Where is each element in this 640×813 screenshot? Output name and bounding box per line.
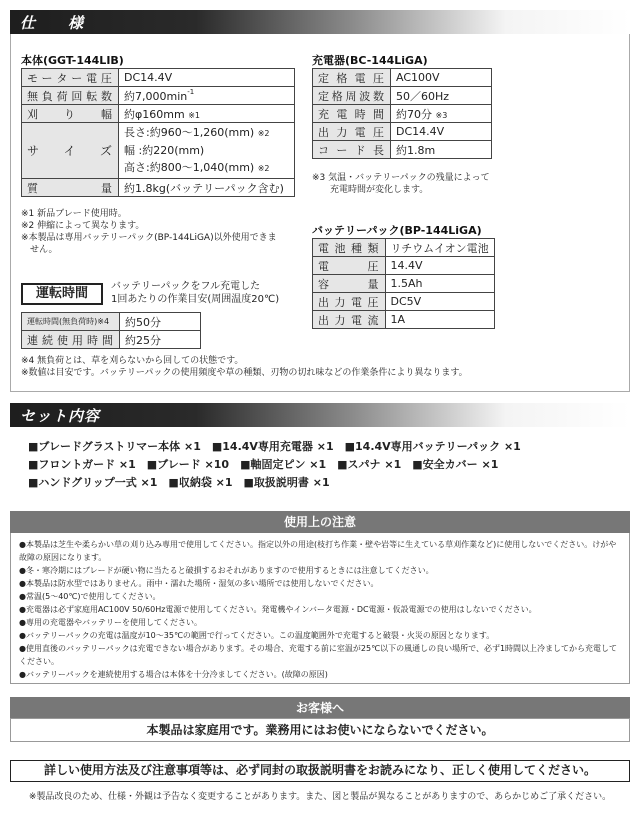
spec-value (119, 87, 295, 105)
spec-label: 定 格 電 圧 (313, 69, 391, 87)
spec-value: 約25分 (120, 331, 201, 349)
spec-label: 容 量 (313, 275, 386, 293)
spec-value: 約1.8m (391, 141, 492, 159)
runtime-desc-line: 1回あたりの作業目安(周囲温度20℃) (111, 294, 280, 305)
spec-label: 出 力 電 流 (313, 311, 386, 329)
size-height: 高さ:約800～1,040(mm) (124, 161, 255, 174)
spec-value: 約1.8kg(バッテリーパック含む) (119, 179, 295, 197)
note-line: ※3 気温・バッテリーパックの残量によって (312, 173, 490, 183)
table-row (22, 69, 295, 87)
table-row (22, 87, 295, 105)
manual-note: 詳しい使用方法及び注意事項等は、必ず同封の取扱説明書をお読みになり、正しく使用してください。 (10, 760, 630, 782)
spec-label: 電 圧 (313, 257, 386, 275)
charger-title: 充電器(BC-144LiGA) (312, 54, 428, 67)
spec-label: 定格周波数 (313, 87, 391, 105)
table-row (22, 123, 295, 179)
table-row (313, 123, 492, 141)
list-item: ●バッテリーパックの充電は温度が10～35℃の範囲で行ってください。この温度範囲外で充電すると破裂・火災の原因となります。 (19, 631, 495, 640)
table-row (22, 331, 201, 349)
spec-label: 無負荷回転数 (22, 87, 119, 105)
spec-value: DC14.4V (119, 69, 295, 87)
note-line: ※1 新品ブレード使用時。 (21, 209, 127, 219)
table-row (22, 179, 295, 197)
table-row (313, 311, 495, 329)
spec-label: モーター電圧 (22, 69, 119, 87)
table-row (313, 141, 492, 159)
spec-header-label: 仕 様 (20, 14, 85, 32)
main-unit-table (21, 68, 295, 197)
runtime-description (111, 280, 279, 306)
table-row (313, 239, 495, 257)
note-line: ※4 無負荷とは、草を刈らないから回しての状態です。 (21, 356, 244, 366)
spec-value-text: 約φ160mm (124, 107, 185, 121)
battery-table (312, 238, 495, 329)
spec-value-text: 約70分 (396, 107, 432, 121)
spec-header (10, 10, 630, 34)
list-item: ●常温(5～40℃)で使用してください。 (19, 592, 161, 601)
list-item: ●バッテリーパックを連続使用する場合は本体を十分冷ましてください。(故障の原因) (19, 670, 328, 679)
spec-label: サ イ ズ (22, 123, 119, 179)
size-length: 長さ:約960～1,260(mm) (124, 126, 255, 139)
customer-header: お客様へ (10, 697, 630, 719)
runtime-row-label: 運転時間(無負荷時) (27, 317, 98, 326)
set-line: ■ハンドグリップ一式 ×1 ■収納袋 ×1 ■取扱説明書 ×1 (28, 476, 330, 489)
spec-value: 14.4V (385, 257, 494, 275)
battery-title: バッテリーパック(BP-144LiGA) (312, 224, 482, 237)
runtime-table (21, 312, 201, 349)
runtime-notes (21, 355, 468, 379)
footer-disclaimer: ※製品改良のため、仕様・外観は予告なく変更することがあります。また、図と製品が異なることがありますので、あらかじめご了承ください。 (28, 792, 612, 802)
note-line: せん。 (21, 245, 58, 255)
spec-label: 出 力 電 圧 (313, 293, 386, 311)
spec-label: 充 電 時 間 (313, 105, 391, 123)
runtime-desc-line: バッテリーパックをフル充電した (111, 281, 261, 292)
table-row (313, 275, 495, 293)
spec-note-ref: ※1 (188, 110, 200, 120)
spec-value: DC5V (385, 293, 494, 311)
spec-value: AC100V (391, 69, 492, 87)
list-item: ●専用の充電器やバッテリーを使用してください。 (19, 618, 202, 627)
table-row (313, 293, 495, 311)
main-unit-title: 本体(GGT-144LIB) (21, 54, 124, 67)
table-row (313, 69, 492, 87)
main-unit-notes (21, 208, 277, 256)
spec-label: 電 池 種 類 (313, 239, 386, 257)
spec-value-sup: -1 (187, 87, 195, 96)
spec-value: 1A (385, 311, 494, 329)
list-item: ●充電器は必ず家庭用AC100V 50/60Hz電源で使用してください。発電機やインバータ電源・DC電源・仮設電源での使用はしないでください。 (19, 605, 537, 614)
spec-value: リチウムイオン電池 (385, 239, 494, 257)
spec-value (119, 123, 295, 179)
size-width: 幅 :約220(mm) (124, 144, 205, 157)
list-item: ●本製品は芝生や柔らかい草の刈り込み専用で使用してください。指定以外の用途(枝打ち作業・壁や岩等に生えている草刈作業など)に使用しないでください。けがや故障の原因になります。 (19, 540, 617, 562)
table-row (313, 87, 492, 105)
table-row (22, 105, 295, 123)
set-header-label: セット内容 (20, 407, 101, 425)
spec-note-ref: ※2 (257, 129, 270, 138)
note-line: 充電時間が変化します。 (312, 185, 429, 195)
spec-label: コ ー ド 長 (313, 141, 391, 159)
spec-value-text: 約7,000min (124, 89, 188, 103)
table-row (313, 257, 495, 275)
list-item: ●使用直後のバッテリーパックは充電できない場合があります。その場合、充電する前に室温が25℃以下の風通しの良い場所で、必ず1時間以上冷ましてから充電してください。 (19, 644, 618, 666)
spec-value (119, 105, 295, 123)
spec-label: 出 力 電 圧 (313, 123, 391, 141)
charger-notes (312, 172, 490, 196)
note-line: ※2 伸縮によって異なります。 (21, 221, 145, 231)
note-line: ※数値は目安です。バッテリーパックの使用頻度や草の種類、刃物の切れ味などの作業条件により異なります。 (21, 368, 468, 378)
list-item: ●冬・寒冷期にはブレードが硬い物に当たると破損するおそれがありますので使用するときには注意してください。 (19, 566, 434, 575)
spec-note-ref: ※4 (97, 317, 110, 326)
runtime-label: 運転時間 (21, 283, 103, 305)
spec-value: 50／60Hz (391, 87, 492, 105)
set-line: ■フロントガード ×1 ■ブレード ×10 ■軸固定ピン ×1 ■スパナ ×1 ■安全カバー ×1 (28, 458, 499, 471)
spec-value: DC14.4V (391, 123, 492, 141)
caution-list (19, 538, 619, 681)
spec-label: 刈 り 幅 (22, 105, 119, 123)
note-line: ※本製品は専用バッテリーパック(BP-144LiGA)以外使用できま (21, 233, 277, 243)
spec-label (22, 313, 120, 331)
table-row (313, 105, 492, 123)
customer-text: 本製品は家庭用です。業務用にはお使いにならないでください。 (146, 723, 494, 737)
spec-note-ref: ※3 (435, 110, 448, 120)
spec-label: 質 量 (22, 179, 119, 197)
spec-value: 1.5Ah (385, 275, 494, 293)
list-item: ●本製品は防水型ではありません。雨中・濡れた場所・湿気の多い場所では使用しないでください。 (19, 579, 379, 588)
spec-value (391, 105, 492, 123)
set-header (10, 403, 630, 427)
caution-header: 使用上の注意 (10, 511, 630, 533)
set-line: ■ブレードグラストリマー本体 ×1 ■14.4V専用充電器 ×1 ■14.4V専用バッテリーパック ×1 (28, 440, 521, 453)
charger-table (312, 68, 492, 159)
spec-value: 約50分 (120, 313, 201, 331)
table-row (22, 313, 201, 331)
spec-label: 連続使用時間 (22, 331, 120, 349)
spec-note-ref: ※2 (257, 164, 270, 173)
